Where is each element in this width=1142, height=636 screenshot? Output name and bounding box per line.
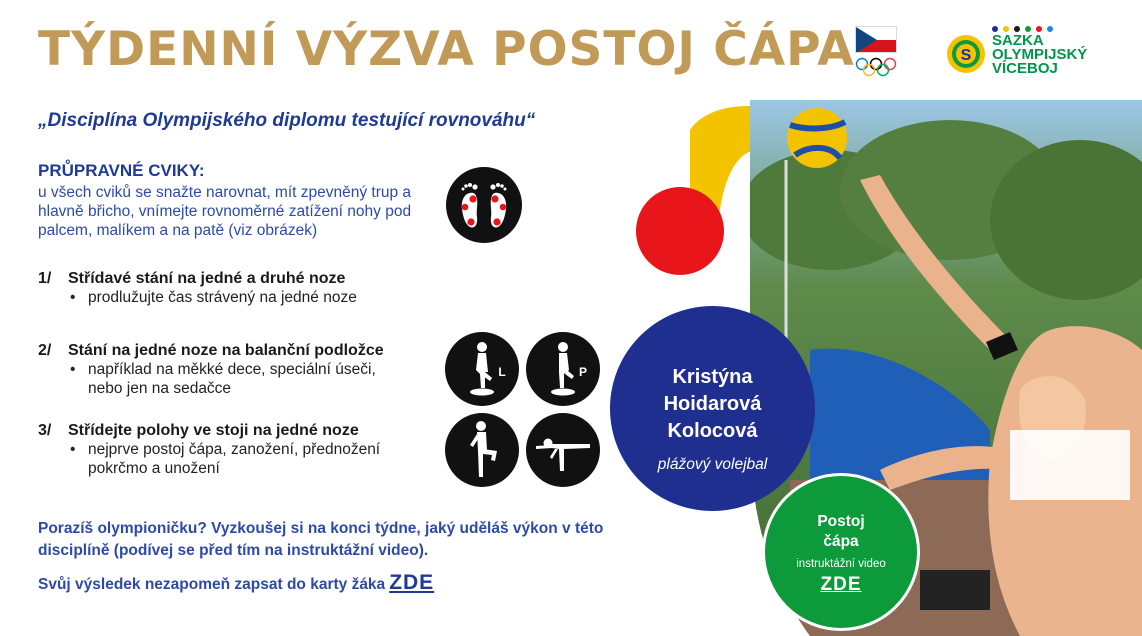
student-card-link[interactable]: ZDE xyxy=(389,571,435,594)
result-line xyxy=(38,571,434,595)
athlete-name-line-3: Kolocová xyxy=(667,420,758,442)
exercise-2-number: 2/ xyxy=(38,342,52,359)
video-title-line-1: Postoj xyxy=(817,513,865,530)
brand-line-3: VÍCEBOJ xyxy=(992,60,1058,77)
result-line-text: Svůj výsledek nezapomeň zapsat do karty žáka xyxy=(38,576,386,593)
prep-text: u všech cviků se snažte narovnat, mít zpevněný trup a hlavně břicho, vnímejte rovnoměrné zatížení nohy pod palcem, malíkem a na patě (viz obrázek) xyxy=(38,184,412,239)
svg-text:S: S xyxy=(960,47,972,64)
stork-pose-icon xyxy=(445,413,519,487)
video-subtitle: instruktážní video xyxy=(796,558,886,570)
exercise-3-bullet: • nejprve postoj čápa, zanožení, přednožení pokrčmo a unožení xyxy=(68,440,388,478)
exercise-1-bullet: • prodlužujte čas strávený na jedné noze xyxy=(68,288,357,307)
czech-olympic-emblem xyxy=(855,26,901,82)
exercise-2-bullet: • například na měkké dece, speciální úseči, nebo jen na sedačce xyxy=(68,360,398,398)
video-badge[interactable] xyxy=(762,473,920,631)
feet-pressure-icon xyxy=(446,167,522,243)
sazka-logo-icon xyxy=(946,34,986,74)
exercise-2-title: Stání na jedné noze na balanční podložce xyxy=(68,342,384,359)
arabesque-pose-icon xyxy=(526,413,600,487)
athlete-name-line-2: Hoidarová xyxy=(663,393,762,415)
challenge-text: Porazíš olympioničku? Vyzkoušej si na konci týdne, jaký uděláš výkon v této disciplíně (podívej se před tím na instruktážní video). xyxy=(38,520,604,559)
pose-label-left: L xyxy=(498,365,506,379)
exercise-3 xyxy=(38,422,438,478)
subtitle: „Disciplína Olympijského diplomu testující rovnováhu“ xyxy=(38,110,536,131)
pose-label-right: P xyxy=(578,365,588,379)
sazka-olympijsky-viceboj-logo xyxy=(946,26,1116,82)
page-title: TÝDENNÍ VÝZVA POSTOJ ČÁPA xyxy=(38,22,855,77)
video-title-line-2: čápa xyxy=(823,533,859,550)
video-link[interactable]: ZDE xyxy=(820,574,862,595)
exercise-3-number: 3/ xyxy=(38,422,52,439)
balance-pad-left-icon xyxy=(445,332,519,406)
volleyball-icon xyxy=(787,108,847,168)
prep-title: PRŮPRAVNÉ CVIKY: xyxy=(38,161,205,180)
brand-line-2: OLYMPIJSKÝ xyxy=(992,46,1088,63)
exercise-3-title: Střídejte polohy ve stoji na jedné noze xyxy=(68,422,359,439)
exercise-1 xyxy=(38,270,357,307)
czech-flag-icon xyxy=(855,26,897,53)
athlete-name-line-1: Kristýna xyxy=(672,366,753,388)
balance-pad-right-icon xyxy=(526,332,600,406)
red-dot-decoration xyxy=(636,187,724,275)
exercise-1-title: Střídavé stání na jedné a druhé noze xyxy=(68,270,346,287)
exercise-1-number: 1/ xyxy=(38,270,52,287)
athlete-sport: plážový volejbal xyxy=(657,456,768,473)
olympic-rings-icon xyxy=(855,57,897,77)
exercise-2 xyxy=(38,342,438,398)
brand-line-1: SAZKA xyxy=(992,32,1044,49)
athlete-badge xyxy=(610,306,815,511)
